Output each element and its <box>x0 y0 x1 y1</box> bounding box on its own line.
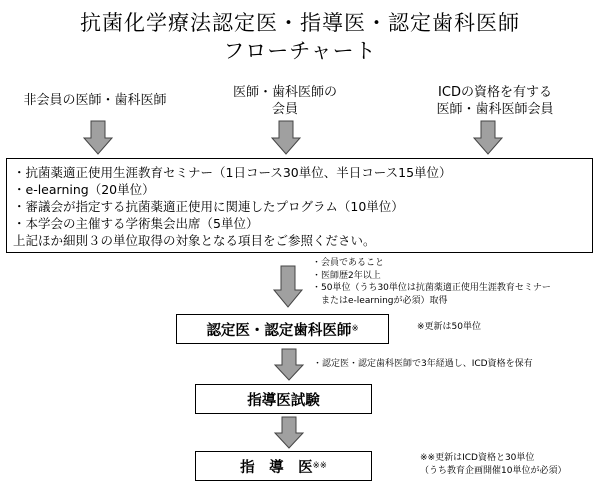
condition-item: ・50単位（うち30単位は抗菌薬適正使用生涯教育セミナー <box>312 283 551 293</box>
instructor-note-line-1: ※※更新はICD資格と30単位 <box>420 453 535 463</box>
title-line-1: 抗菌化学療法認定医・指導医・認定歯科医師 <box>80 11 520 35</box>
instructor-note-line-2: （うち教育企画開催10単位が必須） <box>420 465 567 476</box>
source-icd-line-2: 医師・歯科医師会員 <box>436 102 554 117</box>
arrow-down-2-icon <box>271 121 301 155</box>
exam-condition: ・認定医・認定歯科医師で3年経過し、ICD資格を保有 <box>313 359 533 369</box>
requirement-reference: 上記ほか細則３の単位取得の対象となる項目をご参照ください。 <box>13 233 376 248</box>
instructor-mark: ※※ <box>312 461 327 471</box>
arrow-down-3-icon <box>473 121 503 155</box>
source-member-line-1: 医師・歯科医師の <box>232 85 337 100</box>
requirements-box <box>6 158 593 253</box>
source-member <box>205 84 365 118</box>
arrow-down-4-icon <box>273 266 303 308</box>
instructor-exam-label: 指導医試験 <box>247 392 320 409</box>
certified-doctor-label: 認定医・認定歯科医師 <box>206 322 352 339</box>
certified-renewal-note: ※更新は50単位 <box>417 322 481 332</box>
arrow-down-1-icon <box>83 121 113 155</box>
condition-item: またはe-learningが必須）取得 <box>312 295 448 306</box>
certified-doctor-box <box>176 314 389 344</box>
requirement-item: ・e-learning（20単位） <box>13 182 155 197</box>
instructor-box <box>195 451 372 481</box>
title-line-2: フローチャート <box>223 39 377 63</box>
arrow-down-5-icon <box>274 349 304 381</box>
condition-item: ・医師歴2年以上 <box>312 270 381 281</box>
certified-doctor-mark: ※ <box>351 324 359 334</box>
instructor-exam-box <box>195 384 372 414</box>
source-member-line-2: 会員 <box>271 102 298 117</box>
source-non-member <box>0 92 190 109</box>
requirement-item: ・審議会が指定する抗菌薬適正使用に関連したプログラム（10単位） <box>13 199 404 214</box>
instructor-label: 指 導 医 <box>240 459 313 476</box>
source-icd-member <box>400 84 590 118</box>
arrow-down-6-icon <box>274 417 304 449</box>
requirement-item: ・抗菌薬適正使用生涯教育セミナー（1日コース30単位、半日コース15単位） <box>13 165 452 180</box>
source-non-member-line: 非会員の医師・歯科医師 <box>23 93 167 108</box>
requirement-item: ・本学会の主催する学術集会出席（5単位） <box>13 216 259 231</box>
source-icd-line-1: ICDの資格を有する <box>438 85 552 100</box>
instructor-renewal-note <box>420 452 566 477</box>
condition-item: ・会員であること <box>312 258 385 268</box>
certification-conditions <box>312 257 551 307</box>
